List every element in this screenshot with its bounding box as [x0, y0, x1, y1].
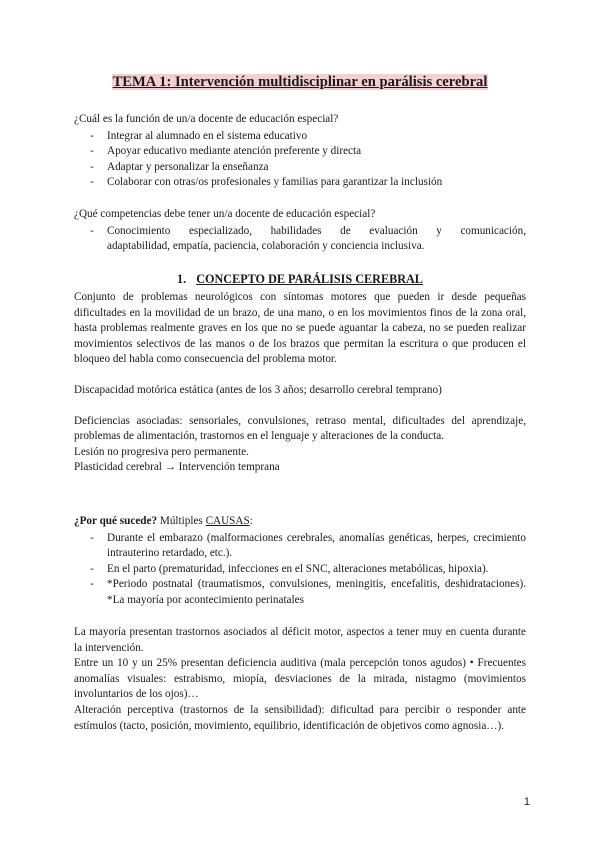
causes-list [74, 531, 526, 609]
competencies-line-2: adaptabilidad, empatía, paciencia, colaboración y conciencia inclusiva. [107, 240, 425, 253]
list-item: - Adaptar y personalizar la enseñanza [74, 160, 526, 176]
causes-multiples: Múltiples [159, 515, 203, 527]
page-number: 1 [523, 796, 530, 808]
section-heading-text: CONCEPTO DE PARÁLISIS CEREBRAL [196, 272, 423, 286]
title-text: Intervención multidisciplinar en parálisis cerebral [175, 74, 488, 90]
definition-paragraph: Conjunto de problemas neurológicos con síntomas motores que pueden ir desde pequeñas dificultades en la movilidad de un brazo, de una mano, o en los movimientos finos de la zona oral, hasta problemas realmente graves en los que no se puede aguantar la cabeza, no se pueden realizar movimientos selectivos de las manos o de los brazos que permitan la escritura o que producen el bloqueo del habla como consecuencia del problema motor. [74, 291, 526, 366]
question-function-text: ¿Cuál es la función de un/a docente de educación especial? [74, 113, 339, 125]
list-item: - Colaborar con otras/os profesionales y familias para garantizar la inclusión [74, 175, 526, 191]
list-item: - En el parto (prematuridad, infecciones en el SNC, alteraciones metabólicas, hipoxia). [74, 562, 526, 578]
causes-question [74, 514, 526, 530]
causes-colon: : [249, 515, 253, 527]
plasticidad-paragraph: Plasticidad cerebral → Intervención temprana [74, 461, 280, 474]
causes-block [74, 514, 526, 609]
function-list [74, 129, 526, 191]
list-item [74, 224, 526, 255]
deficiencias-paragraph: Deficiencias asociadas: sensoriales, convulsiones, retraso mental, dificultades del aprendizaje, problemas de alimentación, trastornos en el lenguaje y alteraciones de la conducta. [74, 414, 526, 443]
page-title [0, 73, 600, 91]
causes-keyword: CAUSAS [205, 515, 250, 527]
notes-block [74, 625, 526, 734]
notes-paragraph-3: Alteración perceptiva (trastornos de la sensibilidad): dificultad para percibir o responder ante estímulos (tacto, posición, movimiento, equilibrio, identificación de objetivos como agnosia…). [74, 703, 526, 732]
title-label: TEMA 1: [112, 74, 172, 90]
list-item: - Integrar al alumnado en el sistema educativo [74, 129, 526, 145]
title-highlight [112, 74, 489, 90]
lesion-paragraph: Lesión no progresiva pero permanente. [74, 445, 249, 458]
competencies-list [74, 224, 526, 255]
section-body [74, 290, 526, 476]
causes-question-bold: ¿Por qué sucede? [74, 515, 158, 527]
question-competencies-text: ¿Qué competencias debe tener un/a docente de educación especial? [74, 208, 376, 220]
list-item: - Apoyar educativo mediante atención preferente y directa [74, 144, 526, 160]
section-heading [0, 271, 600, 287]
discapacidad-paragraph: Discapacidad motórica estática (antes de los 3 años; desarrollo cerebral temprano) [74, 383, 442, 396]
question-competencies [74, 207, 526, 255]
notes-paragraph-1: La mayoría presentan trastornos asociados al déficit motor, aspectos a tener muy en cuenta durante la intervención. [74, 626, 526, 654]
section-number: 1. [177, 272, 187, 286]
notes-paragraph-2: Entre un 10 y un 25% presentan deficiencia auditiva (mala percepción tonos agudos) • Frecuentes anomalías visuales: estrabismo, miopía, desviaciones de la mirada, nistagmo (movimientos involuntarios de los ojos)… [74, 657, 526, 701]
competencies-line-1: - Conocimiento especializado, habilidades de evaluación y comunicación, [107, 224, 526, 237]
question-function [74, 112, 526, 191]
list-item: - *Periodo postnatal (traumatismos, convulsiones, meningitis, encefalitis, deshidrataciones). *La mayoría por acontecimiento perinatales [74, 577, 526, 608]
list-item: - Durante el embarazo (malformaciones cerebrales, anomalías genéticas, herpes, crecimiento intrauterino retardado, etc.). [74, 531, 526, 562]
